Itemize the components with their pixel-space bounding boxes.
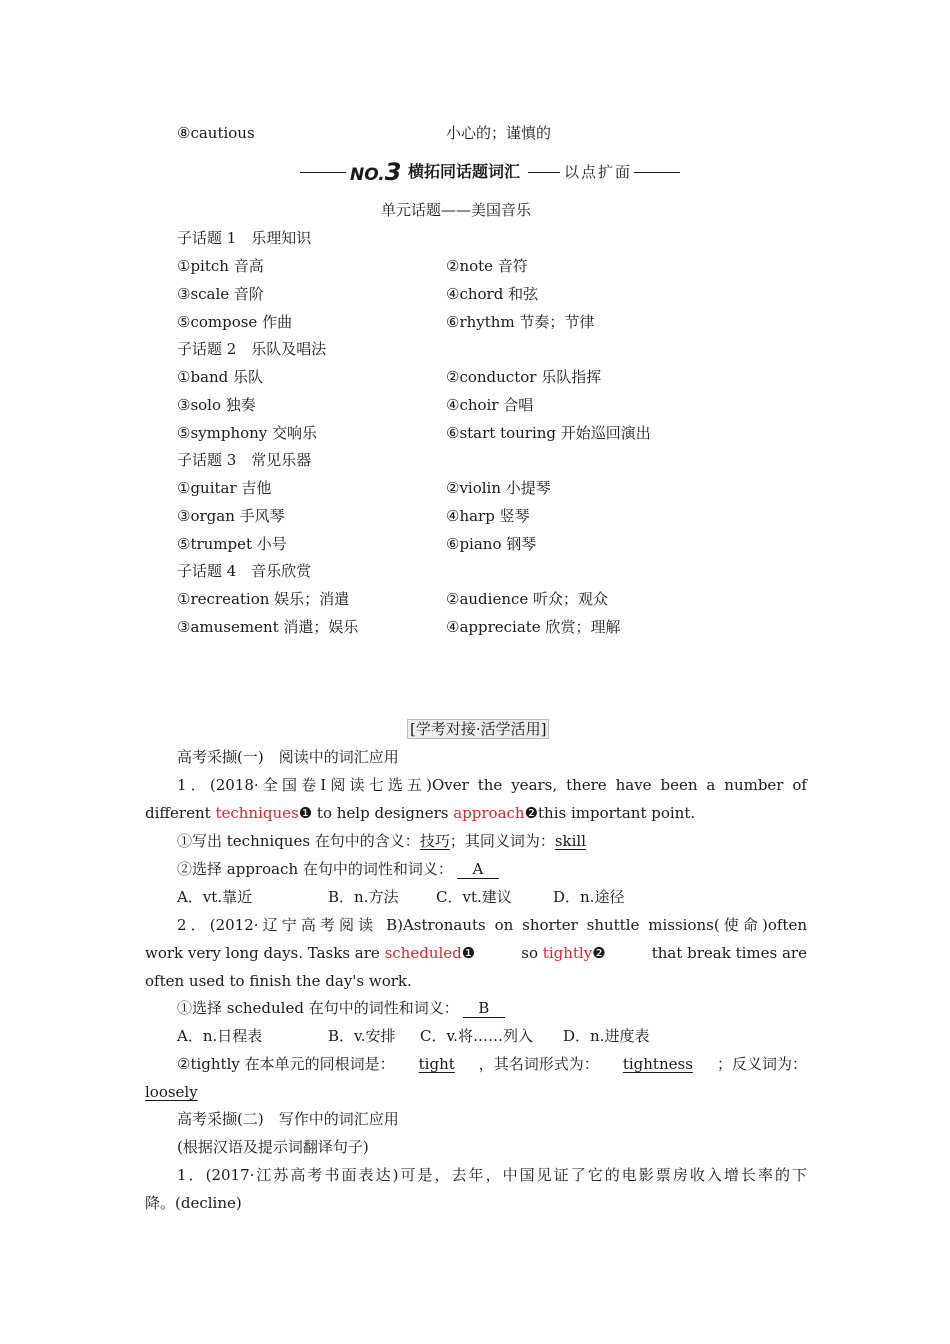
banner-rule-right	[634, 172, 680, 173]
answer: loosely	[145, 1083, 198, 1101]
highlighted-word: scheduled	[384, 944, 462, 962]
section-banner	[300, 158, 680, 186]
sub-question: ①写出 techniques 在句中的含义：技巧；其同义词为：skill	[177, 832, 587, 850]
vocab-item: ⑤symphony 交响乐	[177, 424, 318, 442]
vocab-item: ②conductor 乐队指挥	[446, 368, 602, 386]
question-line: 降。(decline)	[145, 1194, 242, 1212]
vocab-item: ⑥start touring 开始巡回演出	[446, 424, 651, 442]
subtopic-title: 子话题 1 乐理知识	[177, 229, 312, 247]
sub-question: ①选择 scheduled 在句中的词性和词义： B	[177, 998, 505, 1018]
subtopic-title: 子话题 2 乐队及唱法	[177, 340, 327, 358]
vocab-item: ⑥rhythm 节奏；节律	[446, 313, 595, 331]
option: D．n.进度表	[563, 1027, 650, 1045]
vocab-item: ②audience 听众；观众	[446, 590, 609, 608]
marker-2: ❷	[592, 944, 606, 962]
part-title: 高考采撷(一) 阅读中的词汇应用	[177, 748, 399, 766]
vocab-item: ①guitar 吉他	[177, 479, 272, 497]
vocab-item: ④appreciate 欣赏；理解	[446, 618, 621, 636]
banner-number: NO.3	[350, 158, 402, 186]
highlighted-word: approach	[453, 804, 525, 822]
question-line: different techniques❶ to help designers approach❷this important point.	[145, 804, 696, 822]
sub-question: ②tightly 在本单元的同根词是： tight ，其名词形式为： tightness ；反义词为：	[177, 1055, 807, 1073]
answer: tight	[418, 1055, 455, 1073]
vocab-item: ③solo 独奏	[177, 396, 256, 414]
question-line: 1．(2018·全国卷Ⅰ阅读七选五)Over the years, there have been a number of	[177, 776, 807, 794]
vocab-item: ①pitch 音高	[177, 257, 264, 275]
option: C．vt.建议	[436, 888, 512, 906]
vocab-item: ⑤compose 作曲	[177, 313, 293, 331]
marker-2: ❷	[524, 804, 539, 822]
option: C．v.将……列入	[420, 1027, 533, 1045]
answer: 技巧	[419, 832, 450, 850]
answer-blank: A	[457, 860, 499, 879]
question-line: 2．(2012·辽宁高考阅读 B)Astronauts on shorter shuttle missions(使命)often	[177, 916, 807, 934]
highlighted-word: techniques	[215, 804, 299, 822]
vocab-item: ③scale 音阶	[177, 285, 264, 303]
banner-rule-mid	[528, 172, 560, 173]
marker-1: ❶	[298, 804, 313, 822]
instruction: (根据汉语及提示词翻译句子)	[177, 1138, 369, 1156]
option: A．n.日程表	[177, 1027, 263, 1045]
vocab-item: ②note 音符	[446, 257, 528, 275]
subtopic-title: 子话题 4 音乐欣赏	[177, 562, 312, 580]
vocab-item: ③amusement 消遣；娱乐	[177, 618, 359, 636]
banner-title: 横拓同话题词汇	[408, 162, 521, 181]
vocab-item-meaning: 小心的；谨慎的	[446, 124, 552, 142]
vocab-item-word: ⑧cautious	[177, 124, 255, 142]
vocab-item: ⑤trumpet 小号	[177, 535, 287, 553]
vocab-item: ⑥piano 钢琴	[446, 535, 537, 553]
banner-rule-left	[300, 172, 346, 173]
answer-blank: B	[463, 999, 505, 1018]
vocab-item: ④chord 和弦	[446, 285, 539, 303]
unit-topic: 单元话题——美国音乐	[381, 201, 532, 219]
vocab-item: ②violin 小提琴	[446, 479, 551, 497]
vocab-item: ③organ 手风琴	[177, 507, 285, 525]
subtopic-title: 子话题 3 常见乐器	[177, 451, 312, 469]
vocab-item: ①band 乐队	[177, 368, 264, 386]
answer: tightness	[622, 1055, 693, 1073]
vocab-item: ④harp 竖琴	[446, 507, 530, 525]
part-title: 高考采撷(二) 写作中的词汇应用	[177, 1110, 399, 1128]
option: D．n.途径	[553, 888, 625, 906]
question-line: 1．(2017·江苏高考书面表达)可是，去年，中国见证了它的电影票房收入增长率的下	[177, 1166, 807, 1184]
section-header: [学考对接·活学活用]	[407, 719, 549, 739]
option: B．v.安排	[328, 1027, 396, 1045]
banner-subtitle: 以点扩面	[564, 163, 633, 181]
vocab-item: ①recreation 娱乐；消遣	[177, 590, 350, 608]
highlighted-word: tightly	[542, 944, 593, 962]
answer: skill	[554, 832, 587, 850]
sub-question: ②选择 approach 在句中的词性和词义： A	[177, 859, 499, 879]
option: A．vt.靠近	[177, 888, 253, 906]
question-line: often used to finish the day's work.	[145, 972, 412, 990]
marker-1: ❶	[461, 944, 476, 962]
vocab-item: ④choir 合唱	[446, 396, 534, 414]
option: B．n.方法	[328, 888, 399, 906]
question-line: work very long days. Tasks are scheduled❶ so tightly❷ that break times are	[145, 944, 807, 962]
